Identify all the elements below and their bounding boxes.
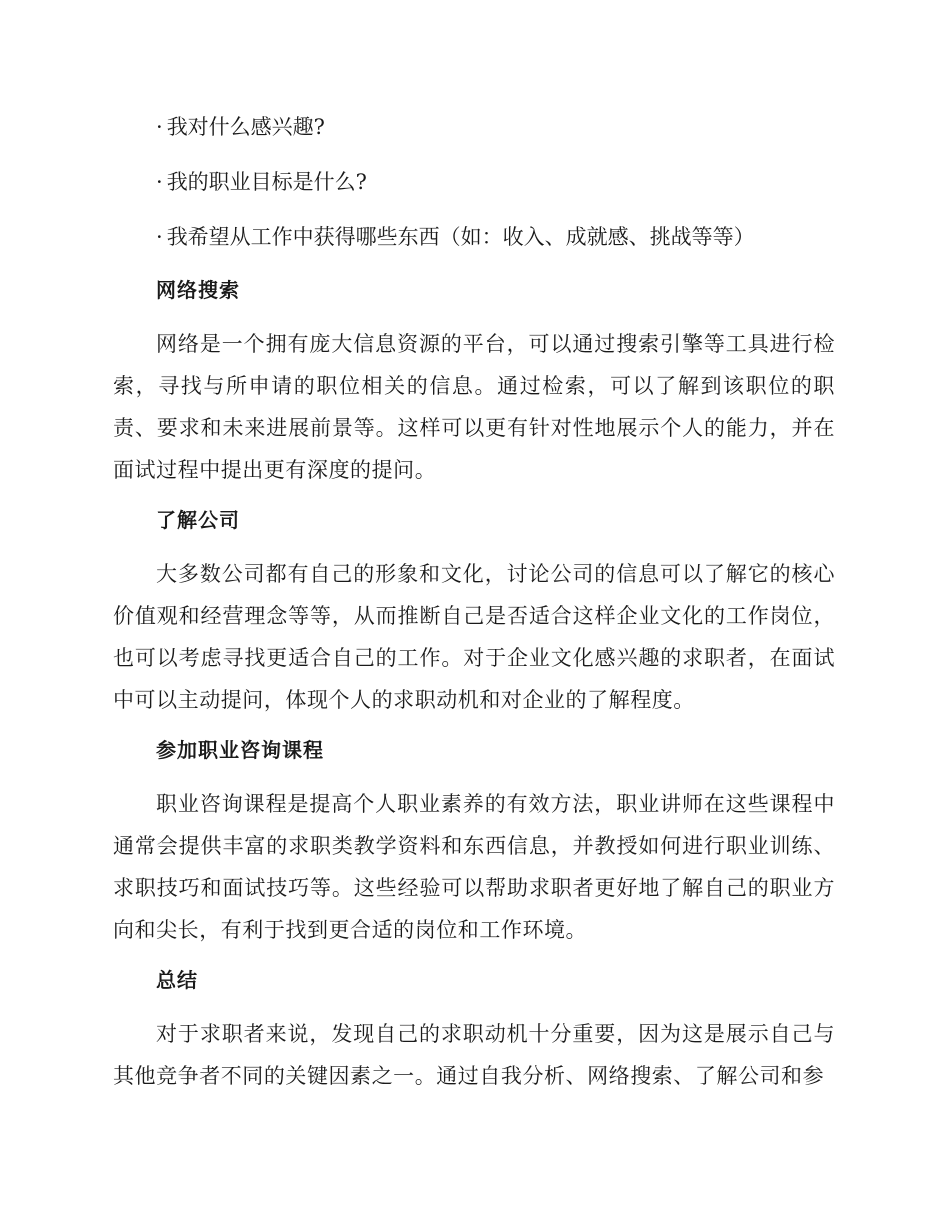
section-heading-understand-company: 了解公司: [156, 508, 240, 532]
section-heading-career-course: 参加职业咨询课程: [156, 738, 324, 762]
bullet-text: 我希望从工作中获得哪些东西（如：收入、成就感、挑战等等）: [166, 225, 755, 249]
bullet-text: 我的职业目标是什么?: [166, 170, 367, 194]
bullet-marker: ·: [156, 115, 163, 139]
section-heading-summary: 总结: [156, 968, 198, 992]
section-paragraph-web-search: 网络是一个拥有庞大信息资源的平台，可以通过搜索引擎等工具进行检索，寻找与所申请的职位相关的信息。通过检索，可以了解到该职位的职责、要求和未来进展前景等。这样可以更有针对性地展示个人的能力，并在面试过程中提出更有深度的提问。: [113, 332, 835, 482]
bullet-marker: ·: [156, 170, 163, 194]
bullet-item: [156, 110, 835, 144]
bullet-text: 我对什么感兴趣?: [166, 115, 325, 139]
section-paragraph-summary: 对于求职者来说，发现自己的求职动机十分重要，因为这是展示自己与其他竞争者不同的关键因素之一。通过自我分析、网络搜索、了解公司和参: [113, 1022, 835, 1088]
section-paragraph-career-course: 职业咨询课程是提高个人职业素养的有效方法，职业讲师在这些课程中通常会提供丰富的求职类教学资料和东西信息，并教授如何进行职业训练、求职技巧和面试技巧等。这些经验可以帮助求职者更好地了解自己的职业方向和尖长，有利于找到更合适的岗位和工作环境。: [113, 792, 835, 942]
document-page: [113, 110, 835, 1111]
bullet-item: [156, 165, 835, 199]
section-paragraph-understand-company: 大多数公司都有自己的形象和文化，讨论公司的信息可以了解它的核心价值观和经营理念等等，从而推断自己是否适合这样企业文化的工作岗位，也可以考虑寻找更适合自己的工作。对于企业文化感兴趣的求职者，在面试中可以主动提问，体现个人的求职动机和对企业的了解程度。: [113, 562, 835, 712]
section-heading-web-search: 网络搜索: [156, 278, 240, 302]
bullet-item: [156, 220, 835, 254]
bullet-marker: ·: [156, 225, 163, 249]
